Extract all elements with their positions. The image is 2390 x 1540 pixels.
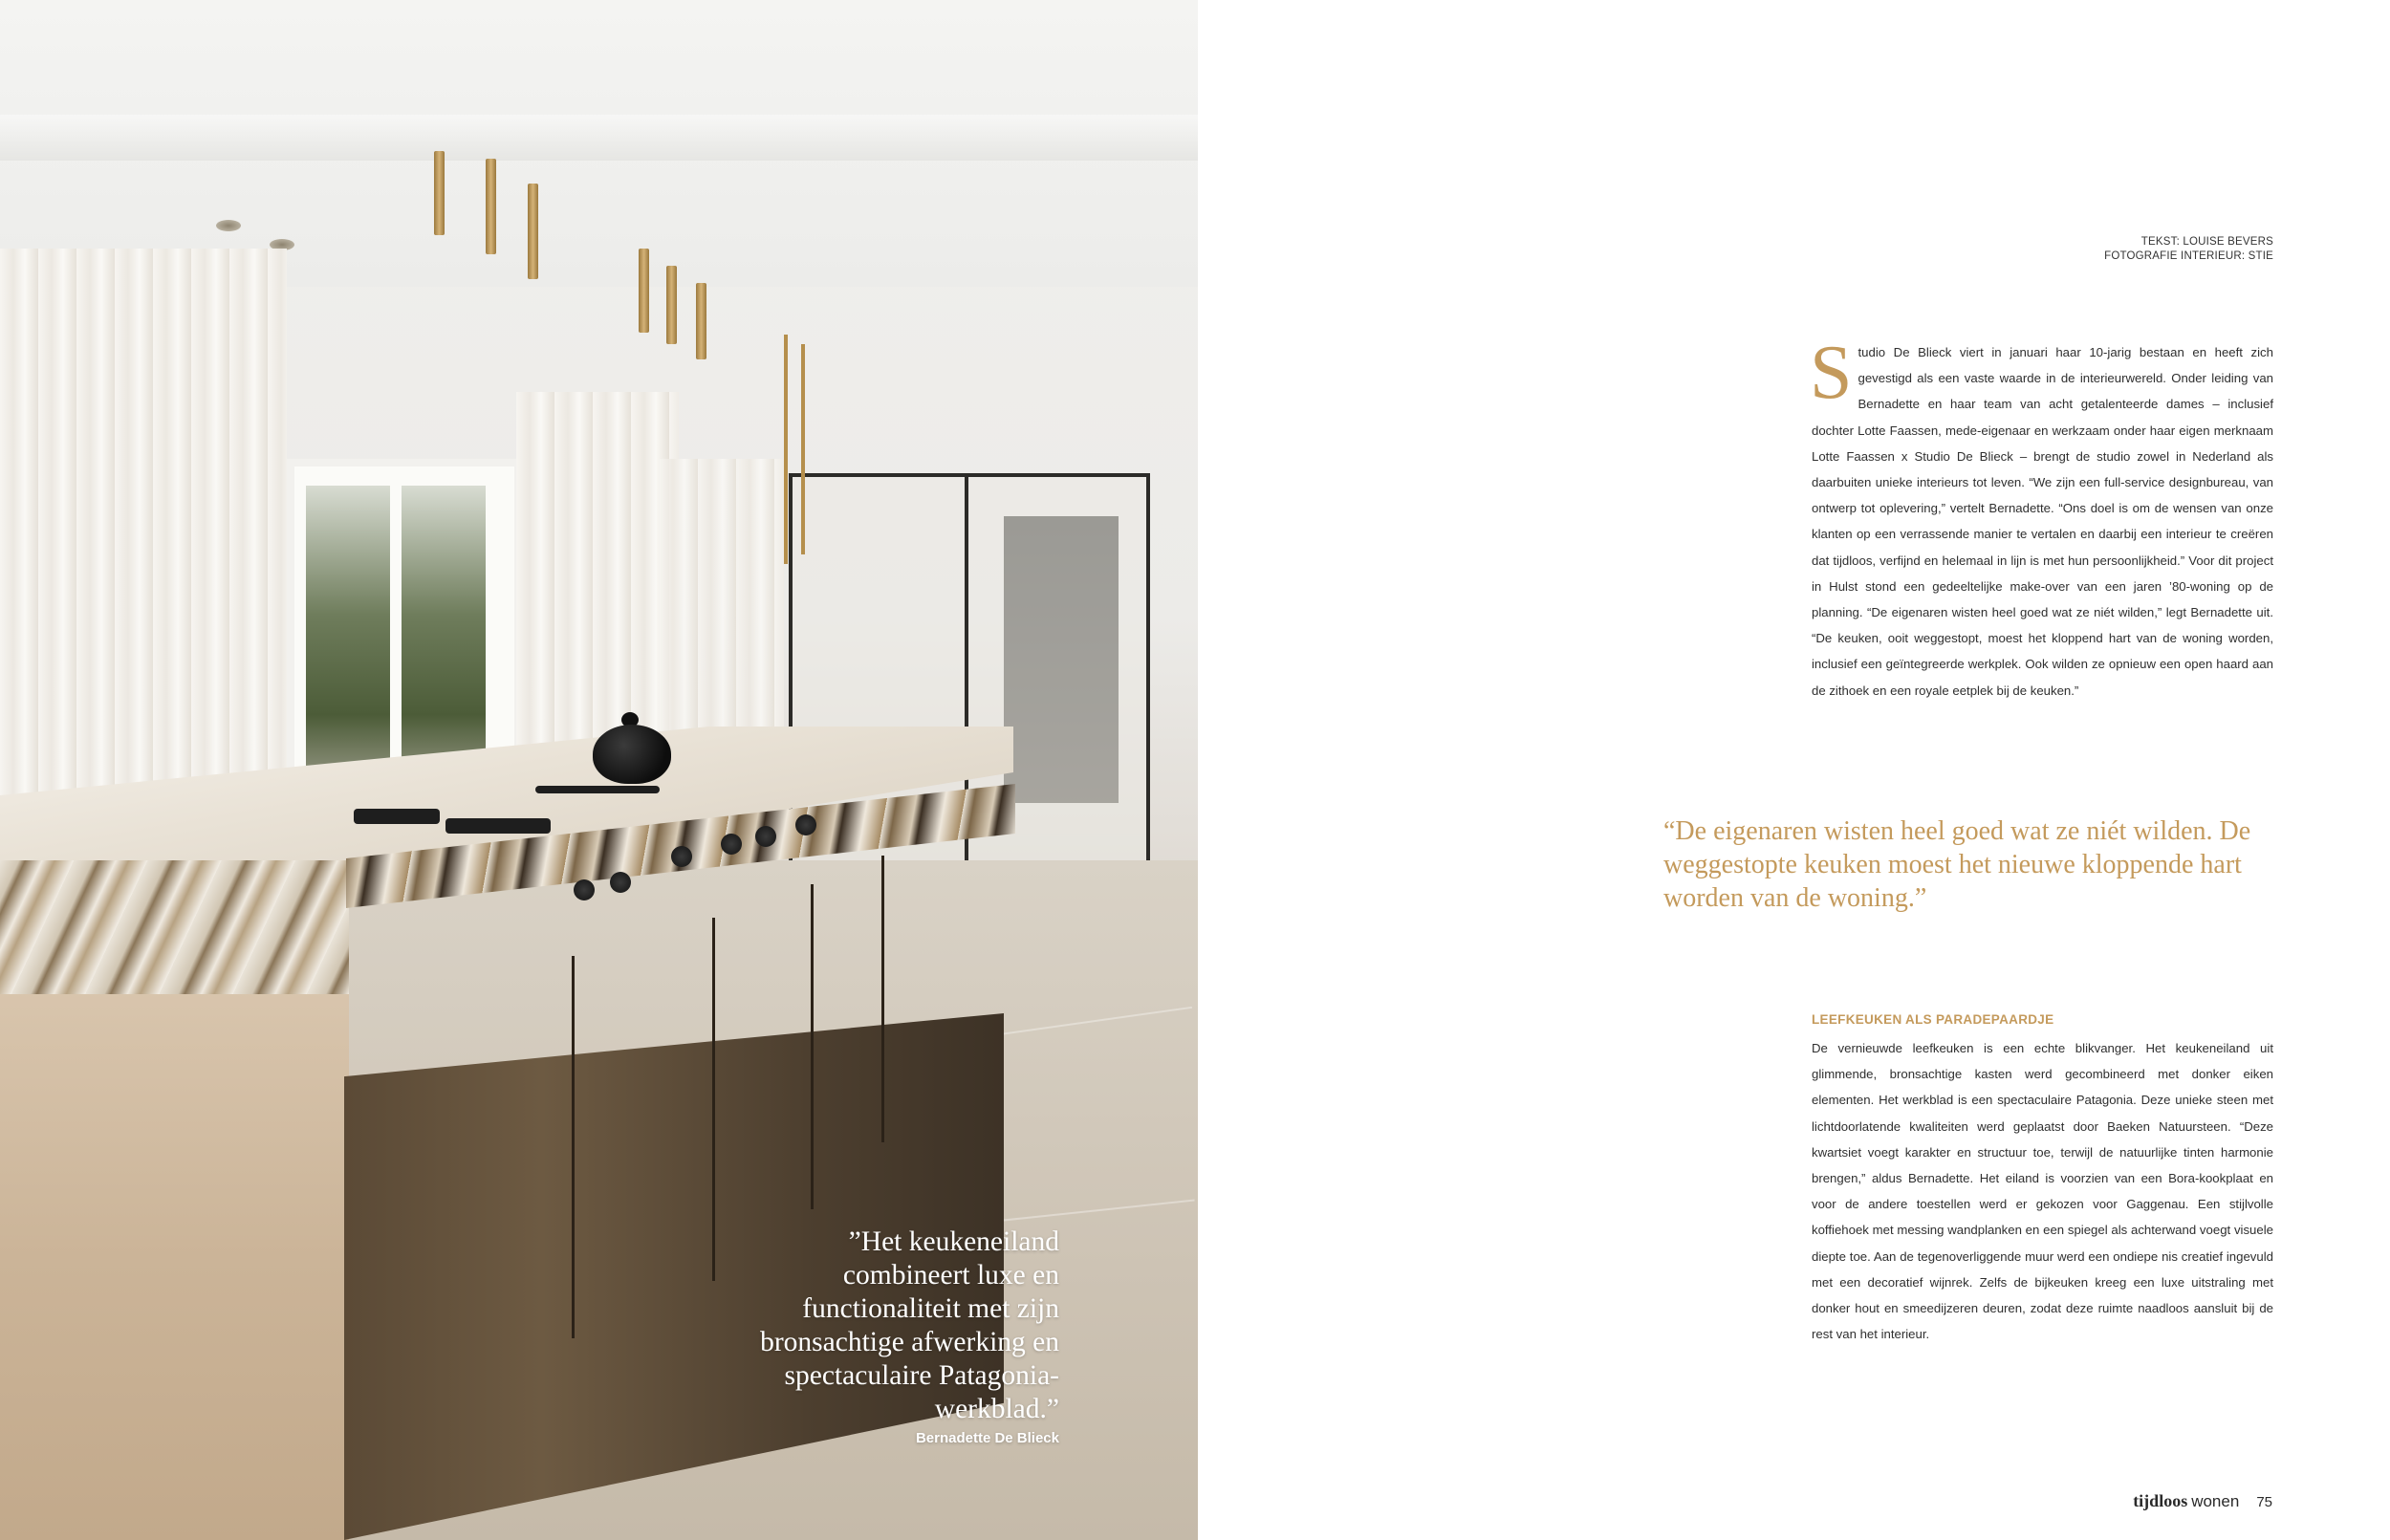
brass-spotlight	[696, 283, 706, 359]
brass-spotlight	[666, 266, 677, 344]
credit-text: TEKST: LOUISE BEVERS	[2140, 236, 2273, 248]
island-end-panel	[0, 975, 349, 1540]
control-knob	[574, 879, 595, 900]
magazine-brand-light: wonen	[2191, 1492, 2240, 1510]
page-number: 75	[2256, 1494, 2272, 1510]
photo-quote-author: Bernadette De Blieck	[915, 1430, 1059, 1446]
curtain-right	[660, 459, 784, 746]
gas-burner	[354, 809, 440, 824]
curtain-left	[0, 249, 287, 841]
ceiling-beam	[0, 115, 1198, 161]
intro-text: tudio De Blieck viert in januari haar 10-jarig bestaan en heeft zich gevestigd als een vaste waarde in de interieurwereld. Onder leiding van Bernadette en haar team van acht getalenteerde dames – inclusief dochter Lotte Faassen, mede-eigenaar en werkzaam onder haar eigen merknaam Lotte Faassen x Studio De Blieck – brengt de studio zowel in Nederland als daarbuiten unieke interieurs tot leven. “We zijn een full-service designbureau, van ontwerp tot oplevering,” vertelt Bernadette. “Ons doel is om de wensen van onze klanten op een verrassende manier te vertalen en daarbij een interieur te creëren dat tijdloos, verfijnd en helemaal in lijn is met hun persoonlijkheid.” Voor dit project in Hulst stond een gedeeltelijke make-over van een jaren ’80-woning op de planning. “De eigenaren wisten heel goed wat ze niét wilden,” legt Bernadette uit. “De keuken, ooit weggestopt, moest het kloppend hart van de woning worden, inclusief een geïntegreerde werkplek. Ook wilden ze opnieuw een open haard aan de zithoek en een royale eetplek bij de keuken.”	[1812, 345, 2273, 698]
brass-spotlight	[639, 249, 649, 333]
pendant-light	[784, 335, 788, 564]
downlight	[216, 220, 241, 231]
control-knob	[671, 846, 692, 867]
pull-quote: “De eigenaren wisten heel goed wat ze niét wilden. De weggestopte keuken moest het nieuwe kloppende hart worden van de woning.”	[1663, 816, 2251, 913]
window-pane	[402, 486, 486, 772]
credit-photography: FOTOGRAFIE INTERIEUR: STIE	[2104, 250, 2273, 262]
control-knob	[610, 872, 631, 893]
cabinet-seam	[572, 956, 575, 1338]
countertop-edge-front	[0, 860, 349, 994]
brass-spotlight	[434, 151, 445, 235]
gas-burner	[445, 818, 551, 834]
black-kettle	[593, 725, 671, 784]
control-knob	[721, 834, 742, 855]
section-heading: LEEFKEUKEN ALS PARADEPAARDJE	[1812, 1012, 2054, 1027]
control-knob	[795, 814, 816, 835]
drop-cap: S	[1810, 331, 1853, 415]
section-paragraph: De vernieuwde leefkeuken is een echte blikvanger. Het keukeneiland uit glimmende, bronsachtige kasten werd gecombineerd met donker eiken elementen. Het werkblad is een spectaculaire Patagonia. Deze unieke steen met lichtdoorlatende kwaliteiten werd geplaatst door Baeken Natuursteen. “Deze kwartsiet voegt karakter en structuur toe, terwijl de natuurlijke tinten harmonie brengen,” aldus Bernadette. Het eiland is voorzien van een Bora-kookplaat en voor de andere toestellen werd er gekozen voor Gaggenau. Een stijlvolle koffiehoek met messing wandplanken en een spiegel als achterwand voegt visuele diepte toe. Aan de tegenoverliggende muur werd een ondiepe nis creatief ingevuld met een decoratief wijnrek. Zelfs de bijkeuken kreeg een luxe uitstraling met donker hout en smeedijzeren deuren, zodat deze ruimte naadloos aansluit bij de rest van het interieur.	[1812, 1041, 2273, 1342]
cabinet-seam	[712, 918, 715, 1281]
photo-pull-quote: ”Het keukeneiland combineert luxe en functionaliteit met zijn bronsachtige afwerking en spectaculaire Patagonia-werkblad.”	[760, 1226, 1059, 1424]
control-knob	[755, 826, 776, 847]
page-footer	[2133, 1491, 2272, 1511]
brass-spotlight	[528, 184, 538, 279]
brass-spotlight	[486, 159, 496, 254]
article-credits	[2104, 235, 2273, 264]
cabinet-seam	[881, 856, 884, 1142]
window-pane	[306, 486, 390, 772]
pendant-light	[801, 344, 805, 554]
cabinet-seam	[811, 884, 814, 1209]
magazine-brand-bold: tijdloos	[2133, 1491, 2188, 1510]
intro-paragraph	[1810, 331, 2273, 704]
induction-hob	[535, 786, 660, 793]
